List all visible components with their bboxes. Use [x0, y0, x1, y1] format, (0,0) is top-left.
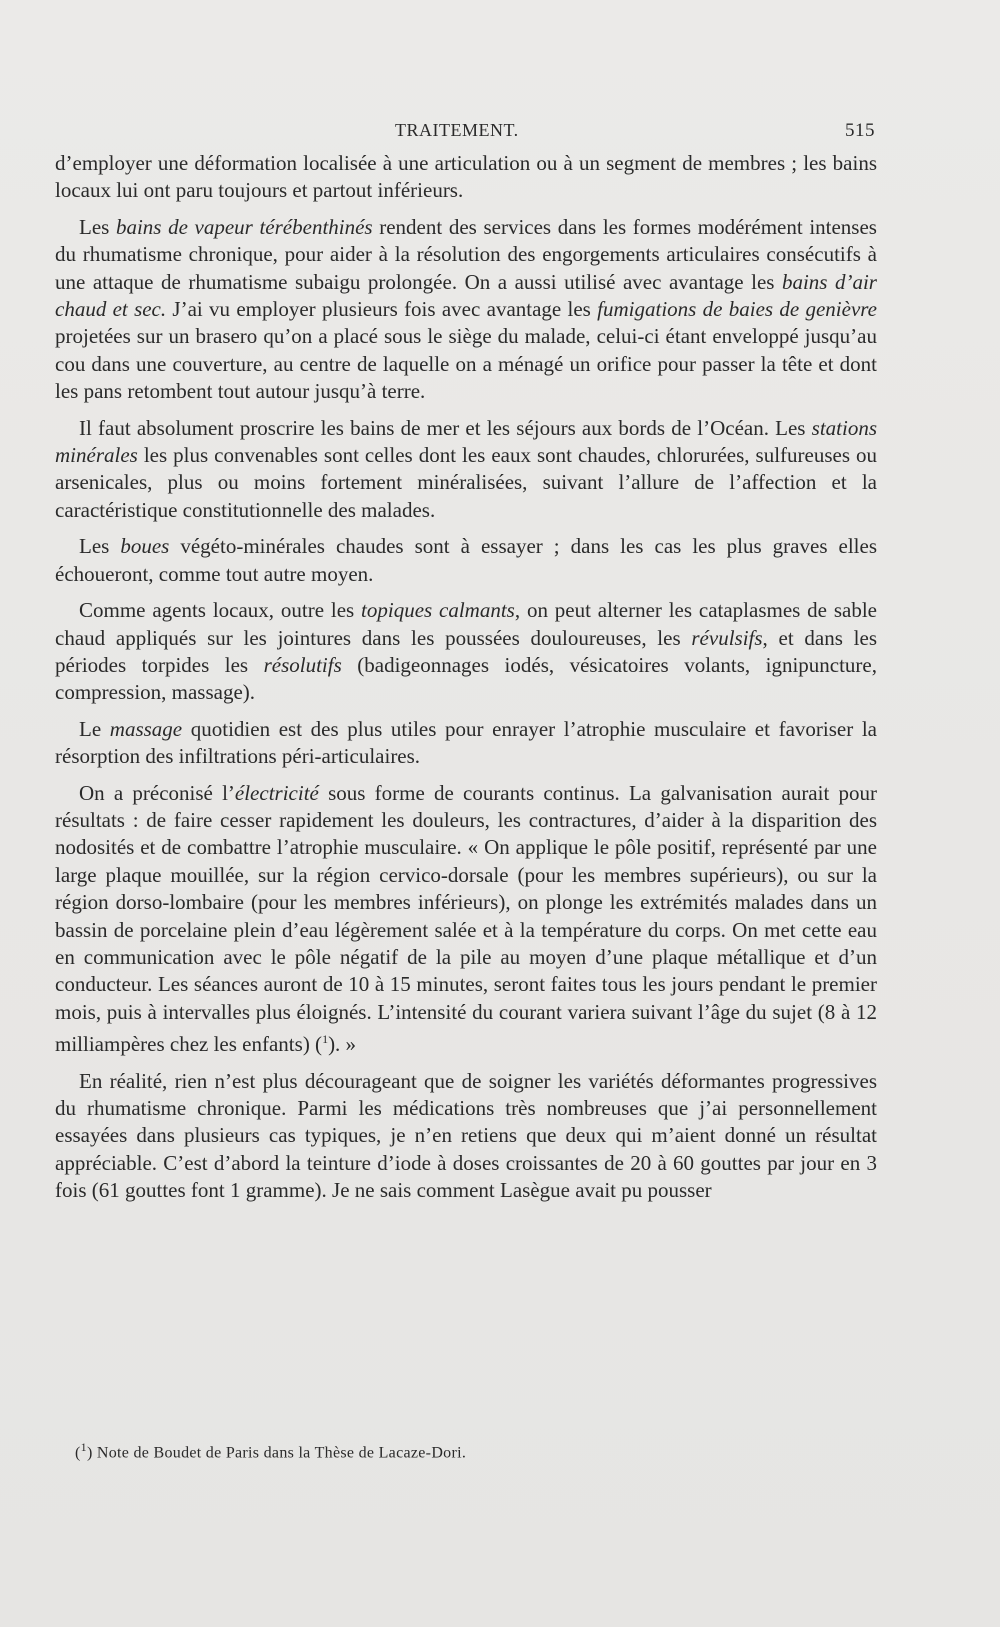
italic-text: fumigations de baies de genièvre	[597, 297, 877, 322]
paragraph	[55, 214, 877, 406]
italic-text: révulsifs	[691, 625, 763, 650]
page-header	[55, 116, 875, 146]
footnote-mark: 1	[80, 1440, 87, 1454]
text-run: En réalité, rien n’est plus décourageant que de soigner les variétés déformantes progressives du rhumatisme chronique. Parmi les médications très nombreuses que j’ai personnellement essayées dans plusieurs cas typiques, je n’en retiens que deux qui m’aient donné un résultat appréciable. C’est d’abord la teinture d’iode à doses croissantes de 20 à 60 gouttes par jour en 3 fois (61 gouttes font 1 gramme). Je ne sais comment Lasègue avait pu pousser	[55, 1068, 877, 1203]
italic-text: bains d’air chaud et sec.	[55, 269, 877, 322]
text-run: Il faut absolument proscrire les bains de mer et les séjours aux bords de l’Océan. Les	[79, 415, 812, 440]
paragraph	[55, 716, 877, 771]
italic-text: résolutifs	[263, 652, 342, 677]
italic-text: massage	[109, 716, 183, 741]
page-number: 515	[845, 120, 875, 141]
paragraph	[55, 597, 877, 707]
paragraph	[55, 780, 877, 1059]
italic-text: topiques calmants	[361, 598, 515, 623]
paragraph	[55, 415, 877, 525]
footnote: ($^1$) Note de Boudet de Paris dans la Thèse de Lacaze-Dori.	[75, 1440, 467, 1462]
text-run: Comme agents locaux, outre les	[79, 598, 362, 623]
italic-text: bains de vapeur térébenthinés	[115, 214, 373, 239]
footnote-text: Note de Boudet de Paris dans la Thèse de Lacaze-Dori.	[96, 1444, 467, 1462]
text-run: , on peut alterner les cataplasmes de sable chaud appliqués sur les jointures dans les poussées douloureuses, les	[55, 598, 877, 650]
text-run: , et dans les périodes torpides les	[55, 625, 877, 677]
paragraph	[55, 150, 877, 205]
text-run: (badigeonnages iodés, vésicatoires volants, ignipuncture, compression, massage).	[55, 652, 877, 705]
footnote-ref: 1	[322, 1032, 329, 1047]
text-run: sous forme de courants continus. La galvanisation aurait pour résultats : de faire cesser rapidement les douleurs, les contractures, d’aider à la disparition des nodosités et de combattre l’atrophie musculaire. « On applique le pôle positif, représenté par une large plaque mouillée, sur la région cervico-dorsale (pour les membres supérieurs), ou sur la région dorso-lombaire (pour les membres inférieurs), on plonge les extrémités malades dans un bassin de porcelaine plein d’eau légèrement salée et à la température du corps. On met cette eau en communication avec le pôle négatif de la pile au moyen d’une plaque métallique et d’un conducteur. Les séances auront de 10 à 15 minutes, seront faites tous les jours pendant le premier mois, puis à intervalles plus éloignés. L’intensité du courant variera suivant l’âge du sujet (8 à 12 milliampères chez les enfants) (	[55, 780, 878, 1057]
text-run: Le	[79, 716, 110, 741]
body-text	[55, 150, 877, 1214]
text-run: quotidien est des plus utiles pour enrayer l’atrophie musculaire et favoriser la résorption des infiltrations péri-articulaires.	[55, 716, 877, 769]
running-title: TRAITEMENT.	[395, 120, 519, 140]
text-run: projetées sur un brasero qu’on a placé sous le siège du malade, celui-ci étant enveloppé jusqu’au cou dans une couverture, au centre de laquelle on a ménagé un orifice pour passer la tête et dont les pans retombent tout autour jusqu’à terre.	[55, 324, 877, 404]
paragraph	[55, 533, 877, 588]
text-run: végéto-minérales chaudes sont à essayer ; dans les cas les plus graves elles échoueront, comme tout autre moyen.	[55, 534, 877, 586]
text-run: ). »	[328, 1032, 357, 1057]
italic-text: électricité	[234, 780, 319, 805]
text-run: rendent des services dans les formes modérément intenses du rhumatisme chronique, pour aider à la résolution des engorgements articulaires consécutifs à une attaque de rhumatisme subaigu prolongée. On a aussi utilisé avec avantage les	[55, 214, 877, 294]
paragraph	[55, 1068, 877, 1205]
text-run: Les	[79, 534, 121, 559]
text-run: Les	[79, 214, 116, 239]
text-run: J’ai vu employer plusieurs fois avec avantage les	[166, 297, 598, 322]
text-run: d’employer une déformation localisée à une articulation ou à un segment de membres ; les bains locaux lui ont paru toujours et partout inférieurs.	[55, 151, 877, 203]
text-run: On a préconisé l’	[79, 780, 235, 805]
italic-text: stations minérales	[55, 415, 877, 468]
italic-text: boues	[120, 534, 170, 559]
text-run: les plus convenables sont celles dont les eaux sont chaudes, chlorurées, sulfureuses ou arsenicales, plus ou moins fortement minéralisées, suivant l’allure de l’affection et la caractéristique constitutionnelle des malades.	[55, 443, 877, 522]
